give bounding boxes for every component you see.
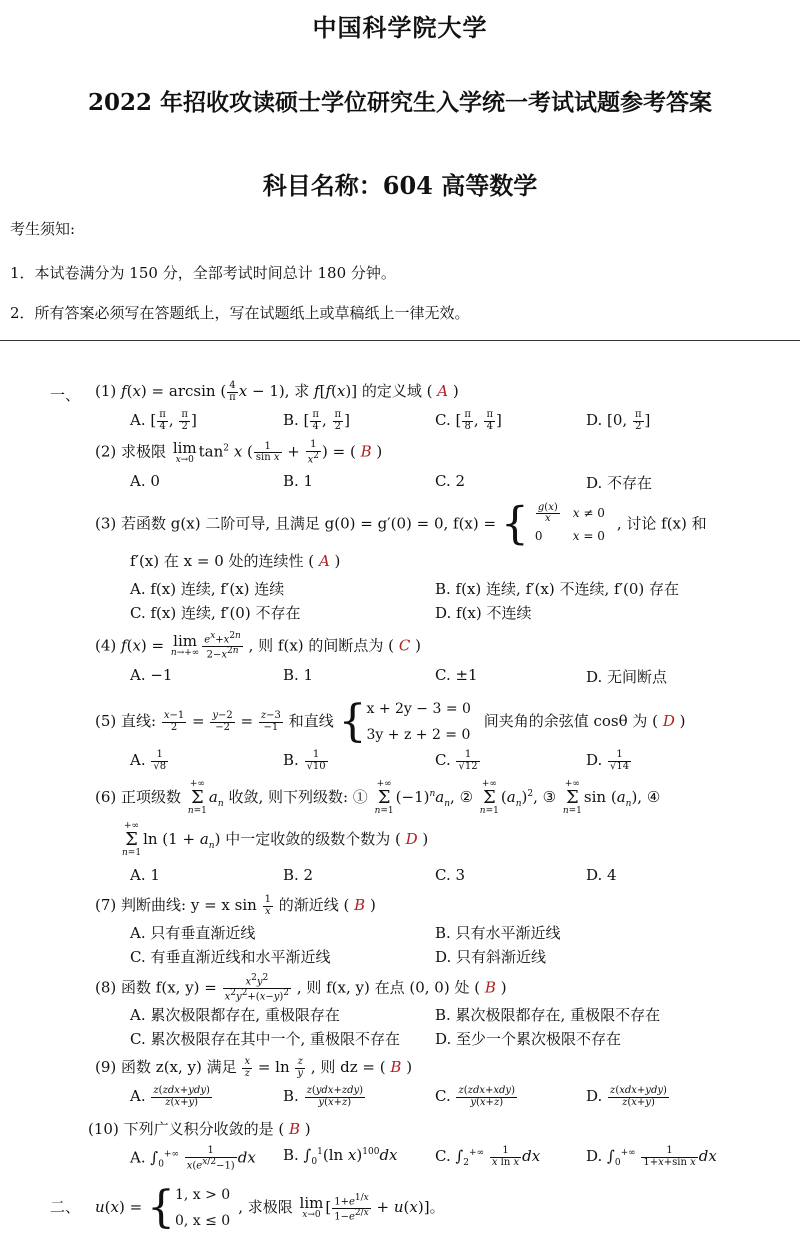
question-6-line2: +∞ Σ n=1ln $(1 + a_n)$ 中一定收敛的级数个数为 ( D ) (122, 821, 429, 858)
answer-5: D (662, 712, 675, 730)
answer-4: C (398, 636, 411, 655)
q6-option-c: C. 3 (435, 866, 466, 884)
question-3-line2: f′(x) 在 x = 0 处的连续性 ( A ) (130, 552, 341, 570)
q4-option-a: A. −1 (130, 666, 173, 684)
q6-option-b: B. 2 (283, 866, 314, 884)
q8-option-b: B. 累次极限都存在, 重极限不存在 (435, 1006, 661, 1024)
q7-option-d: D. 只有斜渐近线 (435, 948, 547, 966)
school-title: 中国科学院大学 (312, 13, 488, 42)
question-8: (8) 函数 f(x, y) = $\frac{x^2y^2}{x^2y^2+(x-y)^2}$ , 则 f(x, y) 在点 (0, 0) 处 ( B ) (95, 973, 507, 1003)
section2-question: u(x) = { 1, x > 0 0, x ≤ 0 , 求极限 lim x→0 [ $\frac{1+e^{1/x}}{1-e^{2/x}}$ + u(x)]。 (95, 1182, 445, 1233)
notice-item-2: 2．所有答案必须写在答题纸上，写在试题纸上或草稿纸上一律无效。 (10, 304, 470, 322)
q3-option-c: C. f(x) 连续, f′(0) 不存在 (130, 604, 301, 622)
q4-option-b: B. 1 (283, 666, 314, 684)
q8-option-a: A. 累次极限都存在, 重极限存在 (130, 1006, 340, 1024)
q3-option-a: A. f(x) 连续, f′(x) 连续 (130, 580, 285, 598)
q1-option-a: A. [ $\frac{\pi}{4}$ , $\frac{\pi}{2}$ ] (130, 409, 197, 432)
question-5: (5) 直线: $\frac{x-1}{2}$ = $\frac{y-2}{-2}$ = $\frac{z-3}{-1}$ 和直线 { x + 2y − 3 = 0 3y + z + 2 = 0 间夹角的余弦值 cosθ 为 ( D ) (95, 696, 686, 747)
question-2: (2) 求极限 lim x→0 $\tan^2 x$ ( $\frac{1}{\text{sin x}}$ + $\frac{1}{x^2}$ ) = ( B ) (95, 438, 383, 465)
q7-option-c: C. 有垂直渐近线和水平渐近线 (130, 948, 331, 966)
answer-8: B (484, 978, 496, 997)
q8-option-d: D. 至少一个累次极限不存在 (435, 1030, 622, 1048)
answer-2: B (360, 442, 372, 461)
q10-option-b: B. $\int_0^1(\ln$ x)$^{100}$dx (283, 1146, 398, 1167)
question-10: (10) 下列广义积分收敛的是 ( B ) (88, 1120, 311, 1138)
exam-title: 2022 年招收攻读硕士学位研究生入学统一考试试题参考答案 (87, 89, 713, 116)
notice-heading: 考生须知: (10, 220, 76, 238)
q10-option-d: D. $\int_0^{+\infty}$ $\frac{1}{\text{1+x+sin x}}$ dx (586, 1145, 717, 1168)
q8-option-c: C. 累次极限存在其中一个, 重极限不存在 (130, 1030, 401, 1048)
q6-option-d: D. 4 (586, 866, 617, 884)
q10-option-c: C. $\int_2^{+\infty}$ $\frac{1}{\text{x ln x}}$ dx (435, 1145, 541, 1168)
q7-option-b: B. 只有水平渐近线 (435, 924, 561, 942)
q3-option-d: D. f(x) 不连续 (435, 604, 532, 622)
divider (0, 340, 800, 341)
answer-7: B (354, 896, 366, 914)
q7-option-a: A. 只有垂直渐近线 (130, 924, 256, 942)
section1-label: 一、 (50, 386, 81, 404)
q5-option-a: A. $\frac{1}{√8}$ (130, 749, 167, 772)
q4-option-c: C. ±1 (435, 666, 478, 684)
q6-option-a: A. 1 (130, 866, 160, 884)
q2-option-d: D. 不存在 (586, 474, 653, 492)
section2-label: 二、 (50, 1198, 81, 1216)
q5-option-b: B. $\frac{1}{√10}$ (283, 749, 326, 772)
answer-9: B (390, 1058, 402, 1076)
q3-option-b: B. f(x) 连续, f′(x) 不连续, f′(0) 存在 (435, 580, 679, 598)
notice-item-1: 1．本试卷满分为 150 分，全部考试时间总计 180 分钟。 (10, 264, 396, 282)
q2-option-b: B. 1 (283, 472, 314, 490)
q9-option-a: A. $\frac{\text{z(zdx+ydy)}}{z(x+y)}$ (130, 1085, 210, 1108)
q4-option-d: D. 无间断点 (586, 668, 668, 686)
q1-option-b: B. [ $\frac{\pi}{4}$ , $\frac{\pi}{2}$ ] (283, 409, 350, 432)
question-1: (1) f(x) = arcsin ( $\frac{4}{\pi}$ x − 1), 求 f[f(x)] 的定义域 ( A ) (95, 380, 459, 403)
q9-option-c: C. $\frac{\text{z(zdx+xdy)}}{y(x+z)}$ (435, 1085, 515, 1108)
q10-option-a: A. $\int_0^{+\infty}$ $\frac{1}{x(e^{x/2}-1)}$ dx (130, 1145, 256, 1171)
answer-1: A (437, 382, 449, 400)
answer-10: B (288, 1120, 301, 1138)
q2-option-a: A. 0 (130, 472, 160, 490)
question-3: (3) 若函数 g(x) 二阶可导, 且满足 g(0) = g′(0) = 0, f(x) = { $\frac{g(x)}{x}$ x ≠ 0 0 x = 0, 讨论 f(x) 和 (95, 498, 707, 550)
q5-option-c: C. $\frac{1}{√12}$ (435, 749, 478, 772)
q9-option-b: B. $\frac{\text{z(ydx+zdy)}}{y(x+z)}$ (283, 1085, 364, 1108)
question-6: (6) 正项级数 +∞ Σ $n=1a_n$ 收敛, 则下列级数: ① +∞ Σ $n=1(-1)^na_n$, ② +∞ Σ $n=1(a_n)^2$, ③ +∞ Σ n=1sin $(a_n)$, ④ (95, 779, 661, 816)
question-9: (9) 函数 z(x, y) 满足 $\frac{x}{z}$ = ln $\frac{z}{y}$ , 则 dz = ( B ) (95, 1056, 413, 1079)
answer-3: A (318, 552, 330, 570)
question-7: (7) 判断曲线: y = x sin $\frac{1}{x}$ 的渐近线 ( B ) (95, 894, 376, 917)
q1-option-c: C. [ $\frac{\pi}{8}$ , $\frac{\pi}{4}$ ] (435, 409, 502, 432)
q1-option-d: D. [0, $\frac{\pi}{2}$ ] (586, 409, 651, 432)
q5-option-d: D. $\frac{1}{√14}$ (586, 749, 630, 772)
q2-option-c: C. 2 (435, 472, 466, 490)
question-4: (4) f(x) = lim n→+∞ $\frac{e^x+x^{2n}}{2-x^{2n}}$ , 则 f(x) 的间断点为 ( C ) (95, 631, 421, 661)
answer-6: D (405, 830, 418, 848)
q9-option-d: D. $\frac{\text{z(xdx+ydy)}}{z(x+y)}$ (586, 1085, 667, 1108)
subject-title: 科目名称：604 高等数学 (262, 171, 538, 200)
